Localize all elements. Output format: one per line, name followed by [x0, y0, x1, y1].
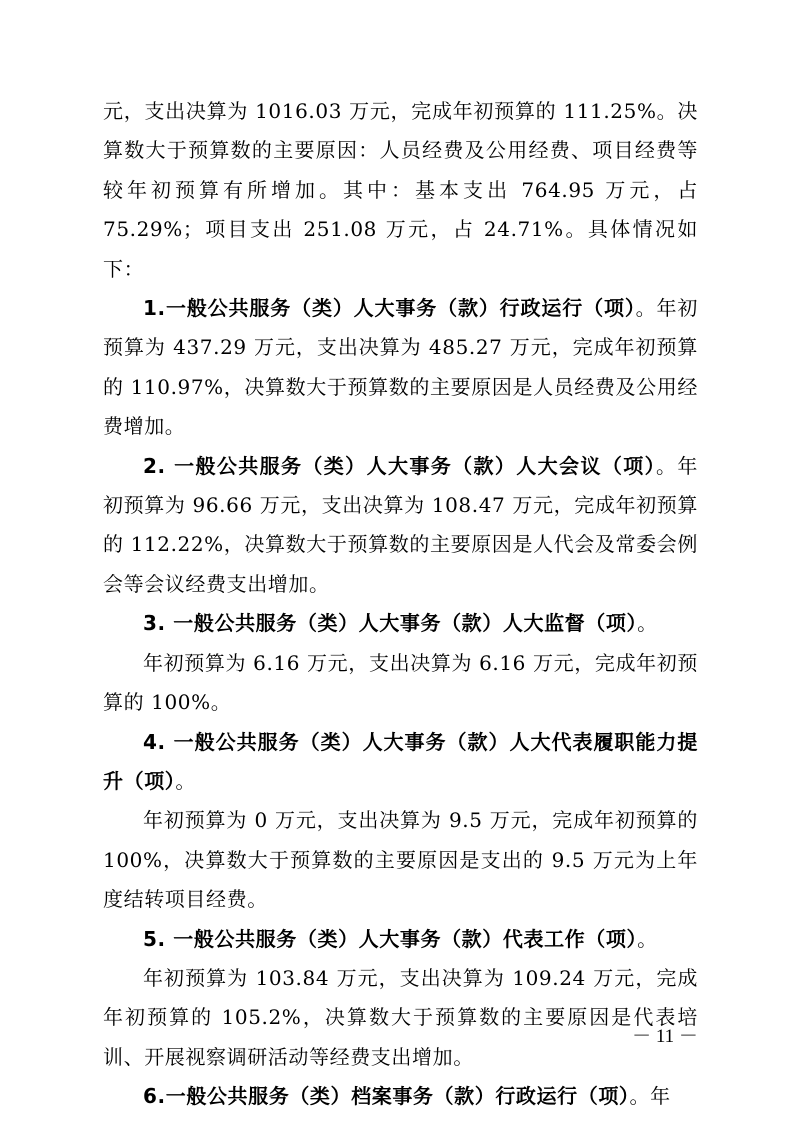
paragraph-text: 年初预算为 103.84 万元，支出决算为 109.24 万元，完成年初预算的 105.2%，决算数大于预算数的主要原因是代表培训、开展视察调研活动等经费支出增加。	[103, 965, 698, 1069]
item-heading: 5. 一般公共服务（类）人大事务（款）代表工作（项）	[143, 926, 638, 951]
paragraph-text: 。	[175, 768, 197, 793]
paragraph-text: 。年初预算为 96.66 万元，支出决算为 108.47 万元，完成年初预算的 112.22%，决算数大于预算数的主要原因是人代会及常委会例会等会议经费支出增加。	[103, 453, 699, 596]
paragraph-text: 元，支出决算为 1016.03 万元，完成年初预算的 111.25%。决算数大于预算数的主要原因：人员经费及公用经费、项目经费等较年初预算有所增加。其中：基本支出 764.95 万元，占 75.29%；项目支出 251.08 万元，占 24.71%。具体情况如下：	[103, 99, 698, 281]
item-heading: 2. 一般公共服务（类）人大事务（款）人大会议（项）	[143, 453, 657, 478]
paragraph-item-5	[103, 920, 698, 959]
paragraph-item-5-body	[103, 959, 698, 1077]
paragraph-item-3-body	[103, 644, 698, 723]
paragraph-item-4	[103, 723, 698, 802]
paragraph-text: 。	[637, 926, 658, 951]
paragraph-continuation	[103, 92, 698, 289]
paragraph-text: 。	[637, 611, 658, 636]
paragraph-item-1	[103, 289, 698, 447]
item-heading: 1.一般公共服务（类）人大事务（款）行政运行（项）	[143, 296, 636, 321]
paragraph-item-2	[103, 447, 698, 605]
body-text	[103, 92, 698, 1117]
paragraph-text: 年初预算为 0 万元，支出决算为 9.5 万元，完成年初预算的 100%，决算数大于预算数的主要原因是支出的 9.5 万元为上年度结转项目经费。	[103, 808, 698, 912]
paragraph-text: 年初预算为 6.16 万元，支出决算为 6.16 万元，完成年初预算的 100%。	[103, 650, 698, 715]
paragraph-item-6	[103, 1077, 698, 1116]
paragraph-item-4-body	[103, 801, 698, 919]
item-heading: 6.一般公共服务（类）档案事务（款）行政运行（项）	[143, 1084, 630, 1109]
page-number: － 11 －	[632, 1026, 698, 1047]
paragraph-item-3	[103, 604, 698, 643]
paragraph-text: 。年	[629, 1084, 671, 1109]
item-heading: 4. 一般公共服务（类）人大事务（款）人大代表履职能力提升（项）	[103, 729, 698, 793]
paragraph-text: 。年初预算为 437.29 万元，支出决算为 485.27 万元，完成年初预算的 110.97%，决算数大于预算数的主要原因是人员经费及公用经费增加。	[103, 296, 698, 439]
item-heading: 3. 一般公共服务（类）人大事务（款）人大监督（项）	[143, 611, 638, 636]
